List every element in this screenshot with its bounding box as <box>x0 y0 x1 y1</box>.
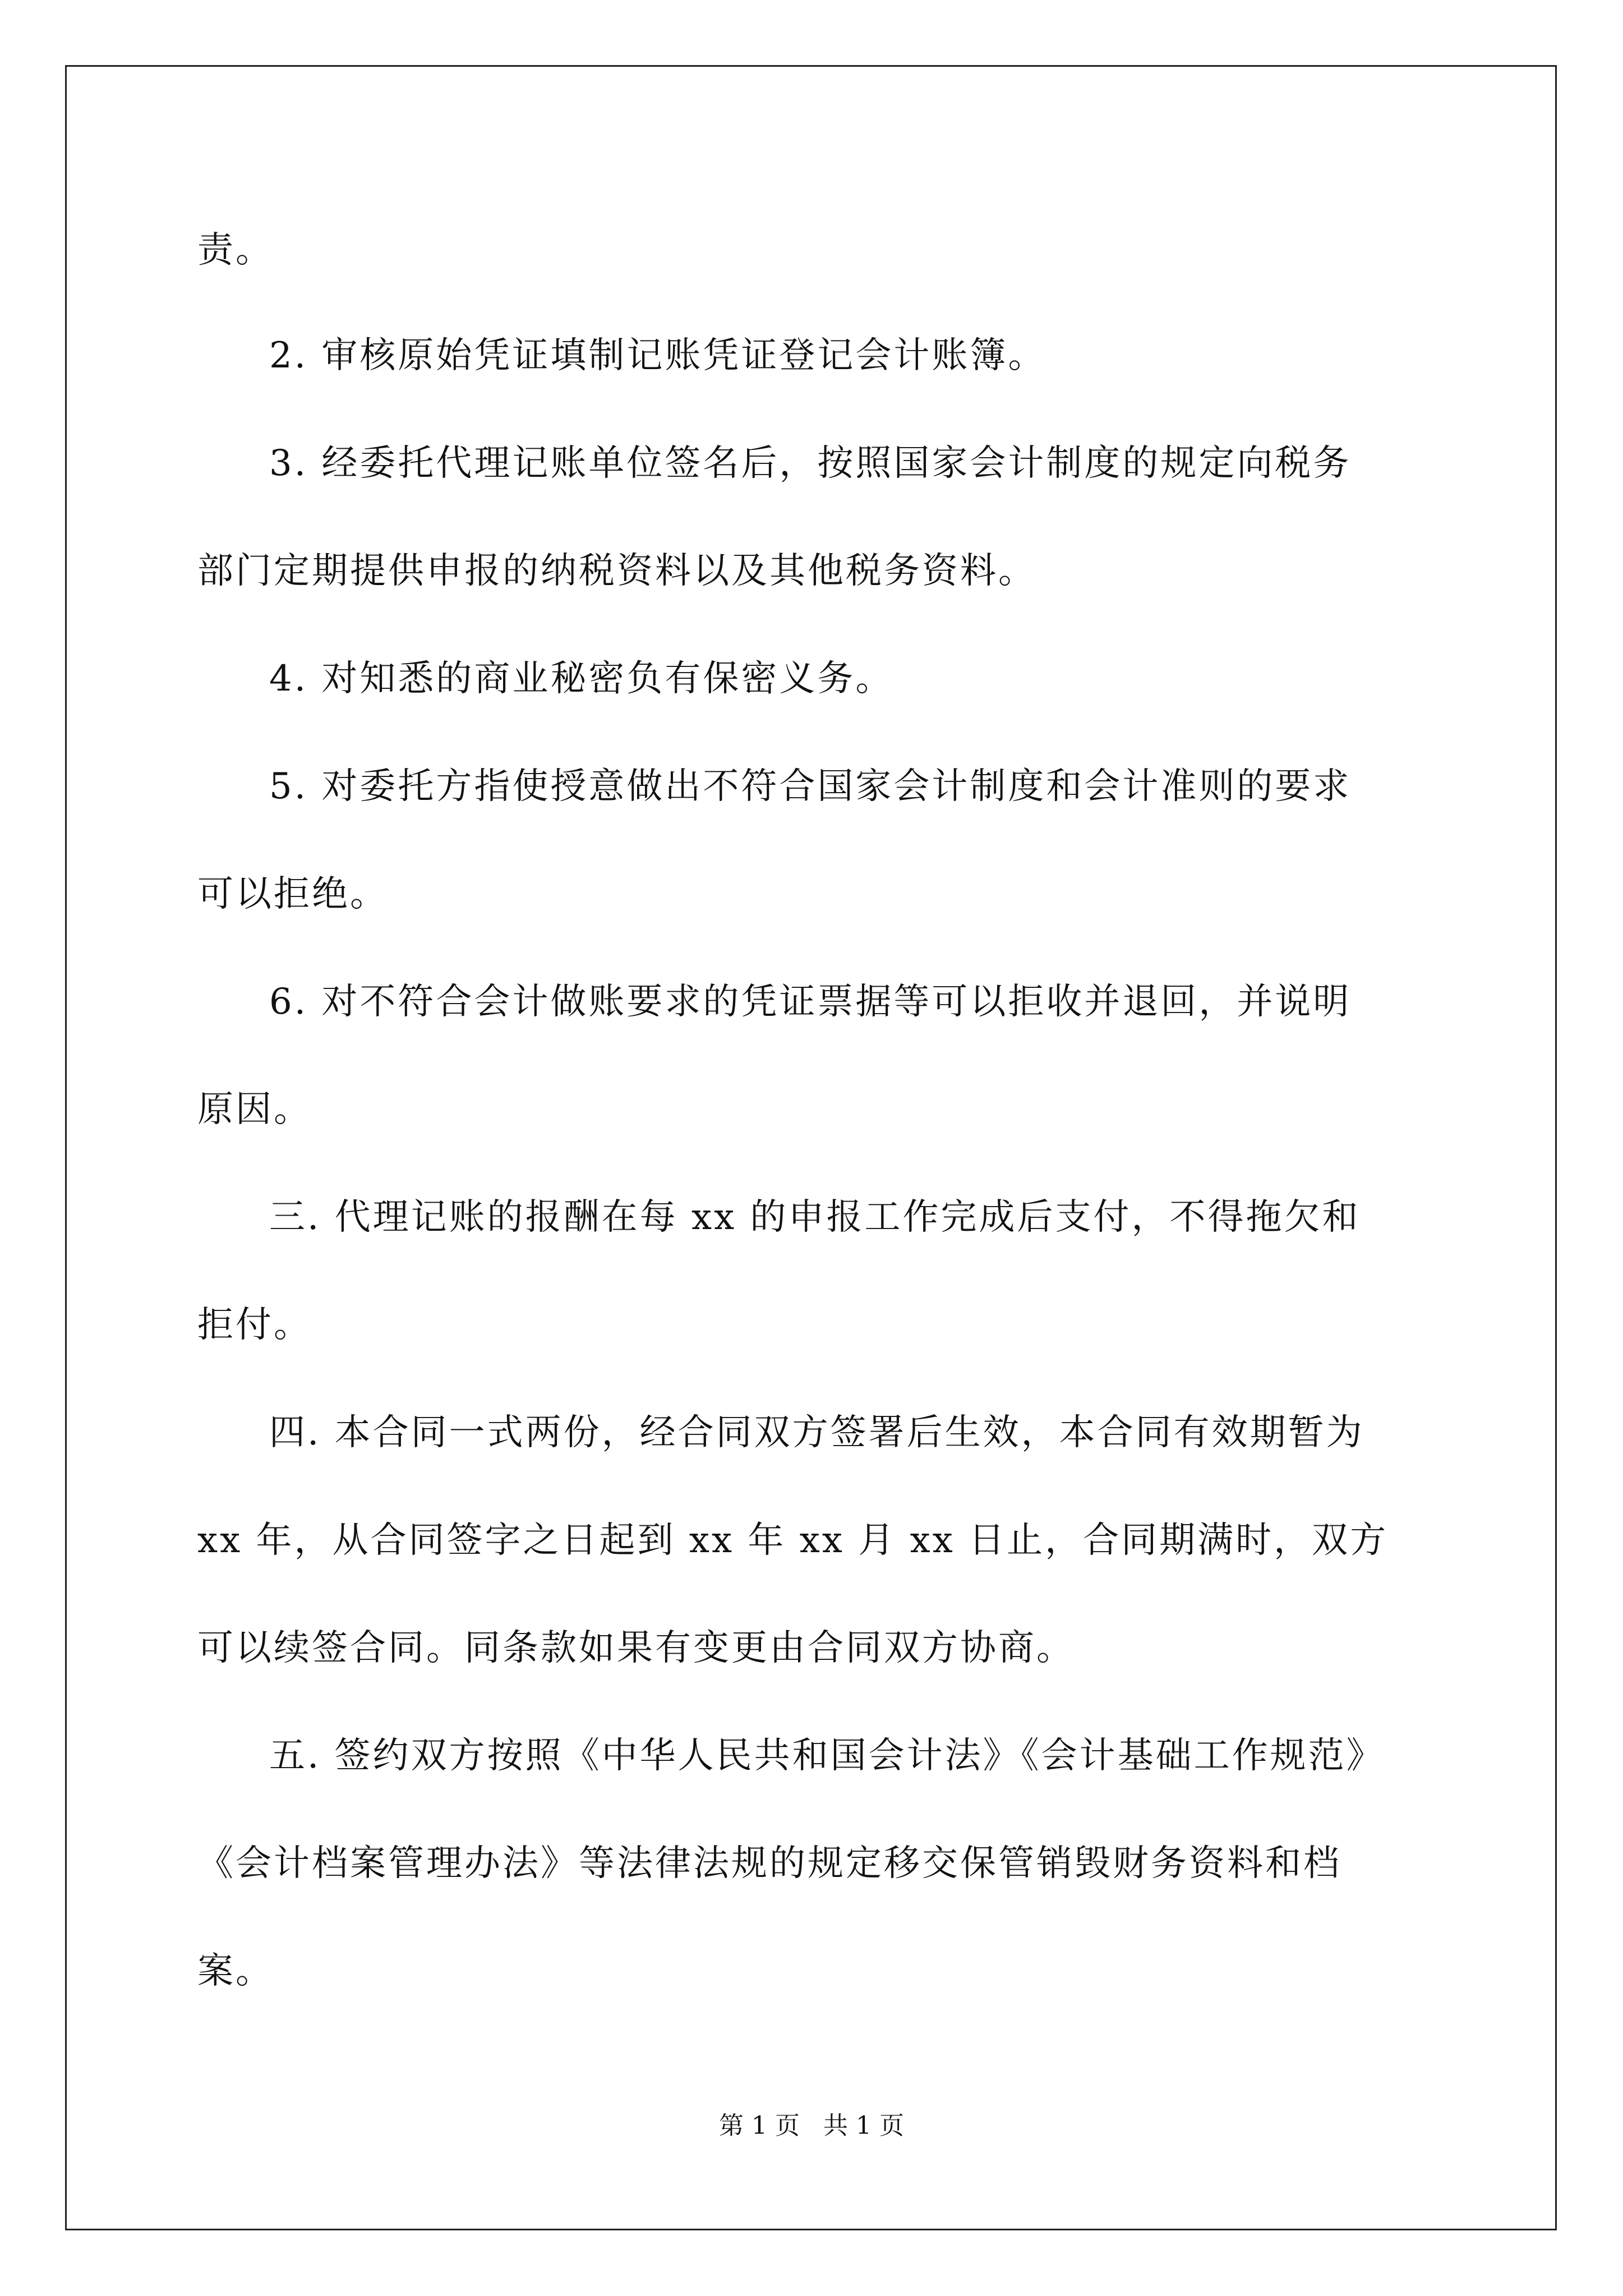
text-line: 三. 代理记账的报酬在每 xx 的申报工作完成后支付，不得拖欠和 <box>269 1197 1361 1238</box>
text-line: 部门定期提供申报的纳税资料以及其他税务资料。 <box>197 550 1036 592</box>
page-number: 第 1 页 共 1 页 <box>719 2111 904 2140</box>
page-border <box>65 65 1557 2230</box>
text-line: 3. 经委托代理记账单位签名后，按照国家会计制度的规定向税务 <box>269 443 1352 484</box>
text-line: 4. 对知悉的商业秘密负有保密义务。 <box>269 658 894 700</box>
text-line: 可以拒绝。 <box>197 873 388 915</box>
text-line: 《会计档案管理办法》等法律法规的规定移交保管销毁财务资料和档 <box>197 1843 1341 1884</box>
text-line: 6. 对不符合会计做账要求的凭证票据等可以拒收并退回，并说明 <box>269 981 1352 1023</box>
text-line: 可以续签合同。同条款如果有变更由合同双方协商。 <box>197 1627 1075 1669</box>
text-line: 责。 <box>197 229 274 271</box>
text-line: 原因。 <box>197 1089 312 1130</box>
text-line: 四. 本合同一式两份，经合同双方签署后生效，本合同有效期暂为 <box>269 1412 1364 1453</box>
text-line: 2. 审核原始凭证填制记账凭证登记会计账簿。 <box>269 335 1046 376</box>
text-line: xx 年，从合同签字之日起到 xx 年 xx 月 xx 日止，合同期满时，双方 <box>197 1520 1389 1561</box>
text-line: 拒付。 <box>197 1304 312 1346</box>
text-line: 五. 签约双方按照《中华人民共和国会计法》《会计基础工作规范》 <box>269 1735 1385 1777</box>
text-line: 案。 <box>197 1950 274 1992</box>
text-line: 5. 对委托方指使授意做出不符合国家会计制度和会计准则的要求 <box>269 766 1352 807</box>
